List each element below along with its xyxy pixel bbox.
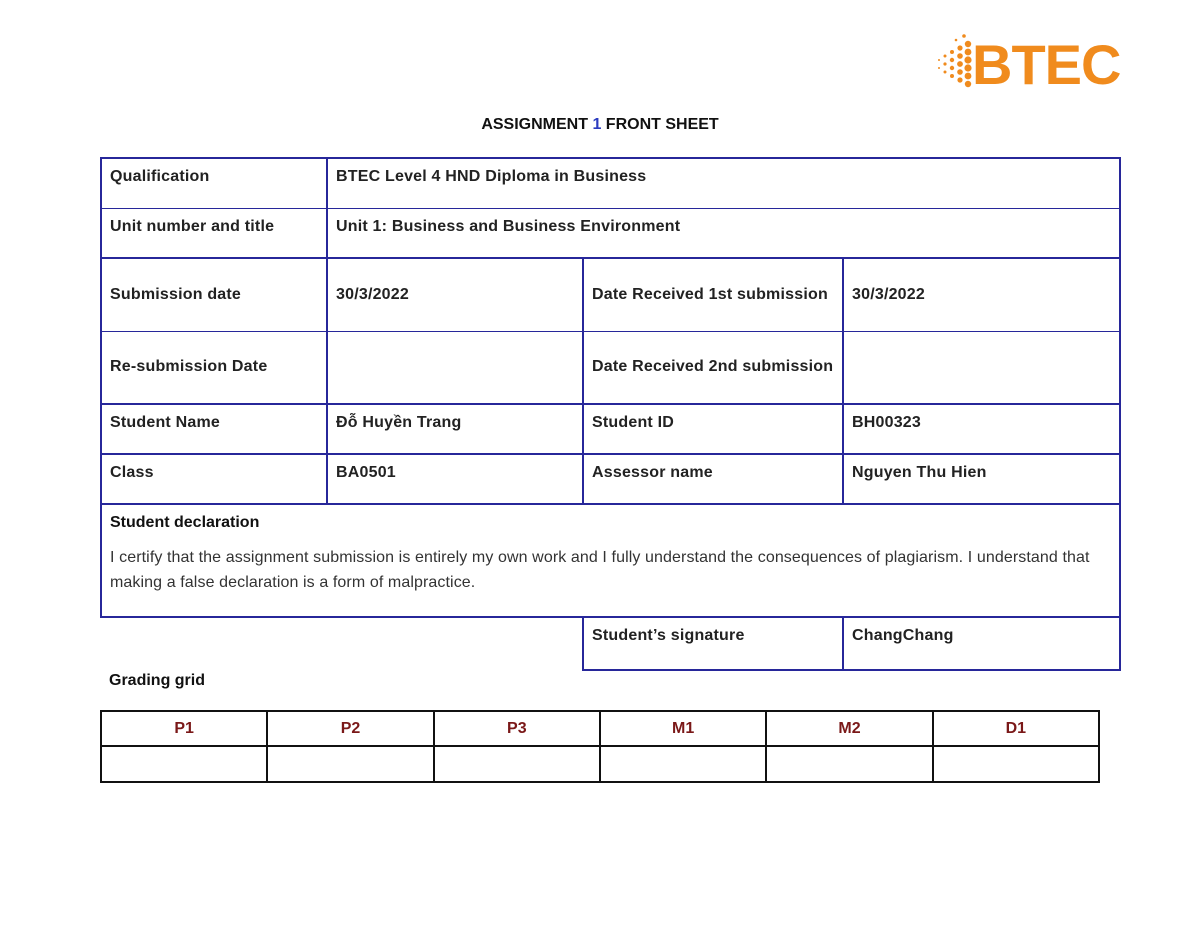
qualification-row xyxy=(101,158,1120,208)
grading-grid-table xyxy=(100,710,1100,783)
unit-label: Unit number and title xyxy=(101,208,327,258)
student-name-value: Đỗ Huyền Trang xyxy=(327,404,583,454)
grade-header-m1: M1 xyxy=(600,711,766,746)
declaration-row xyxy=(101,504,1120,617)
grading-header-row xyxy=(101,711,1099,746)
qualification-value: BTEC Level 4 HND Diploma in Business xyxy=(327,158,1120,208)
grade-value-d1 xyxy=(933,746,1099,782)
submission-date-label: Submission date xyxy=(101,258,327,331)
date-received-2nd-label: Date Received 2nd submission xyxy=(583,331,843,404)
grade-value-p3 xyxy=(434,746,600,782)
grading-grid-heading: Grading grid xyxy=(109,672,205,689)
submission-row xyxy=(101,258,1120,331)
grade-header-p2: P2 xyxy=(267,711,433,746)
class-value: BA0501 xyxy=(327,454,583,504)
declaration-cell xyxy=(101,504,1120,617)
grade-value-p2 xyxy=(267,746,433,782)
qualification-label: Qualification xyxy=(101,158,327,208)
grade-header-p3: P3 xyxy=(434,711,600,746)
grade-header-m2: M2 xyxy=(766,711,932,746)
front-sheet-table xyxy=(100,157,1121,671)
page-title xyxy=(0,116,1200,134)
grade-value-p1 xyxy=(101,746,267,782)
assignment-number: 1 xyxy=(592,116,602,133)
grade-value-m2 xyxy=(766,746,932,782)
signature-value: ChangChang xyxy=(843,617,1120,670)
student-id-label: Student ID xyxy=(583,404,843,454)
grade-header-p1: P1 xyxy=(101,711,267,746)
student-row xyxy=(101,404,1120,454)
unit-value: Unit 1: Business and Business Environment xyxy=(327,208,1120,258)
signature-spacer xyxy=(101,617,583,670)
logo-text: BTEC xyxy=(972,33,1121,96)
class-row xyxy=(101,454,1120,504)
declaration-heading: Student declaration xyxy=(110,514,260,531)
dot-burst-icon xyxy=(934,30,974,96)
date-received-1st-value: 30/3/2022 xyxy=(843,258,1120,331)
grading-value-row xyxy=(101,746,1099,782)
resubmission-date-label: Re-submission Date xyxy=(101,331,327,404)
grade-header-d1: D1 xyxy=(933,711,1099,746)
resubmission-date-value xyxy=(327,331,583,404)
signature-label: Student’s signature xyxy=(583,617,843,670)
grade-value-m1 xyxy=(600,746,766,782)
signature-row xyxy=(101,617,1120,670)
student-name-label: Student Name xyxy=(101,404,327,454)
assessor-label: Assessor name xyxy=(583,454,843,504)
date-received-1st-label: Date Received 1st submission xyxy=(583,258,843,331)
class-label: Class xyxy=(101,454,327,504)
resubmission-row xyxy=(101,331,1120,404)
submission-date-value: 30/3/2022 xyxy=(327,258,583,331)
title-suffix: FRONT SHEET xyxy=(601,116,719,133)
unit-row xyxy=(101,208,1120,258)
btec-logo xyxy=(934,30,1124,96)
declaration-text: I certify that the assignment submission is entirely my own work and I fully understand the consequences of plagiarism. I understand that making a false declaration is a form of malpractice. xyxy=(110,549,1090,591)
date-received-2nd-value xyxy=(843,331,1120,404)
assessor-value: Nguyen Thu Hien xyxy=(843,454,1120,504)
title-prefix: ASSIGNMENT xyxy=(481,116,593,133)
student-id-value: BH00323 xyxy=(843,404,1120,454)
